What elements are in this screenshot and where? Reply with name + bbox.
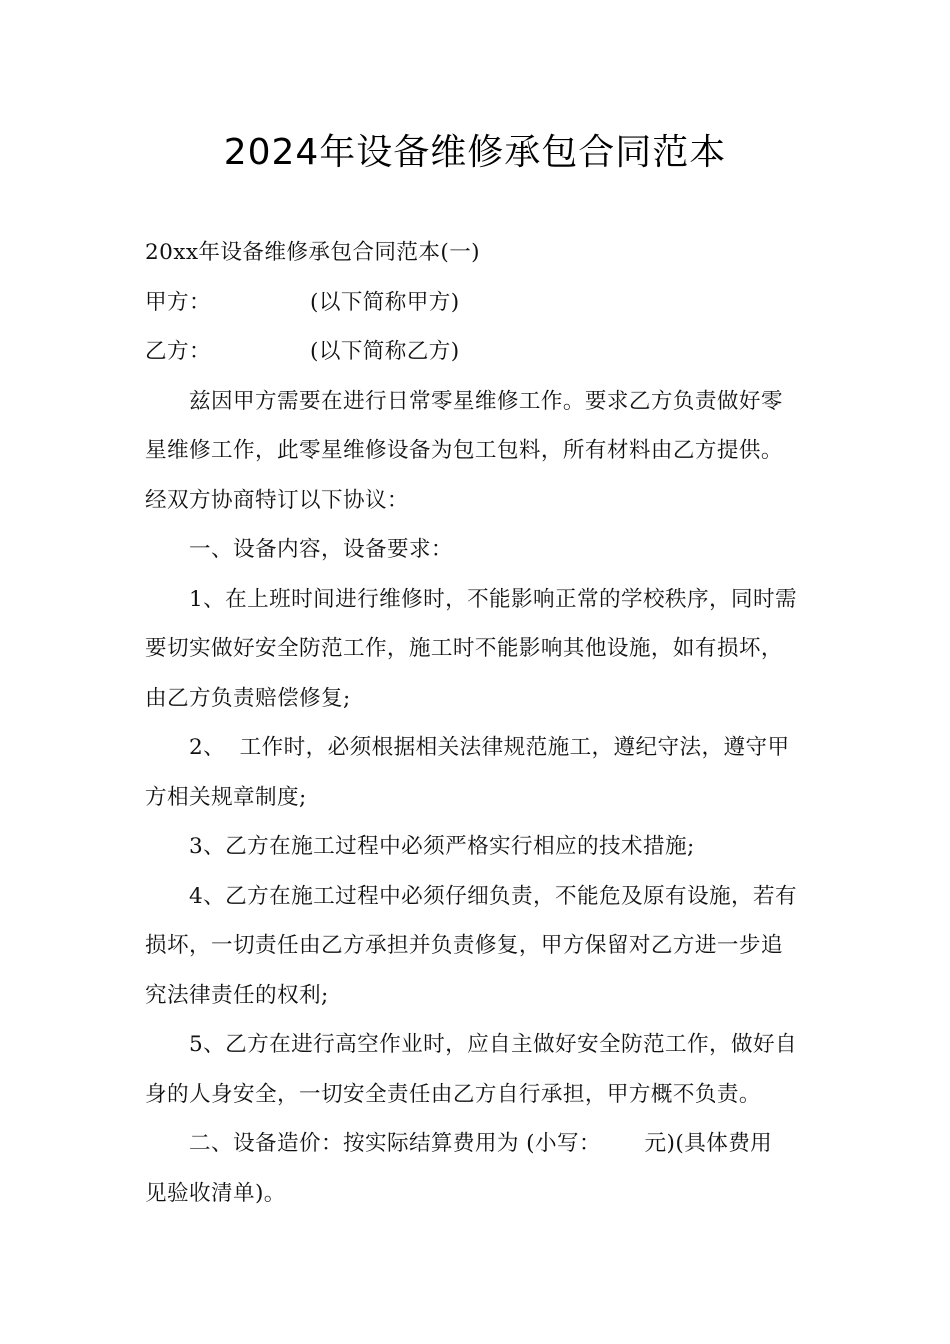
clause-line: 身的人身安全，一切安全责任由乙方自行承担，甲方概不负责。: [145, 1081, 761, 1107]
document-body: [145, 228, 807, 1218]
intro-line: 星维修工作，此零星维修设备为包工包料，所有材料由乙方提供。: [145, 438, 783, 463]
section-2-line: 见验收清单)。: [145, 1180, 286, 1206]
clause-item-1: [145, 575, 807, 724]
clause-line: 损坏，一切责任由乙方承担并负责修复，甲方保留对乙方进一步追: [145, 933, 783, 958]
section-heading: 一、设备内容，设备要求：: [189, 537, 453, 562]
clause-line: 究法律责任的权利;: [145, 982, 329, 1008]
intro-paragraph: [145, 377, 807, 526]
clause-line: 1、在上班时间进行维修时，不能影响正常的学校秩序，同时需: [189, 586, 797, 612]
intro-line: 经双方协商特订以下协议：: [145, 487, 409, 513]
clause-line: 5、乙方在进行高空作业时，应自主做好安全防范工作，做好自: [189, 1032, 797, 1057]
party-a-note: (以下简称甲方): [310, 289, 460, 315]
clause-item-3: [145, 822, 807, 872]
section-2-line: 二、设备造价：按实际结算费用为 (小写： 元)(具体费用: [189, 1131, 773, 1156]
clause-line: 要切实做好安全防范工作，施工时不能影响其他设施，如有损坏，: [145, 636, 783, 661]
clause-line: 2、 工作时，必须根据相关法律规范施工，遵纪守法，遵守甲: [189, 735, 790, 760]
document-title: 2024年设备维修承包合同范本: [223, 132, 727, 173]
party-a-label: 甲方：: [145, 289, 211, 315]
clause-item-5: [145, 1020, 807, 1119]
clause-line: 3、乙方在施工过程中必须严格实行相应的技术措施;: [189, 834, 695, 859]
party-b-label: 乙方：: [145, 339, 211, 364]
clause-line: 4、乙方在施工过程中必须仔细负责，不能危及原有设施，若有: [189, 883, 797, 909]
section-2-paragraph: [145, 1119, 807, 1218]
party-b-line: [145, 327, 807, 377]
clause-line: 由乙方负责赔偿修复;: [145, 685, 351, 711]
clause-line: 方相关规章制度;: [145, 784, 307, 810]
document-subtitle: 20xx年设备维修承包合同范本(一): [145, 240, 481, 265]
clause-item-2: [145, 723, 807, 822]
party-b-note: (以下简称乙方): [310, 339, 460, 364]
party-a-line: [145, 278, 807, 328]
clause-item-4: [145, 872, 807, 1021]
intro-line: 兹因甲方需要在进行日常零星维修工作。要求乙方负责做好零: [189, 388, 783, 414]
